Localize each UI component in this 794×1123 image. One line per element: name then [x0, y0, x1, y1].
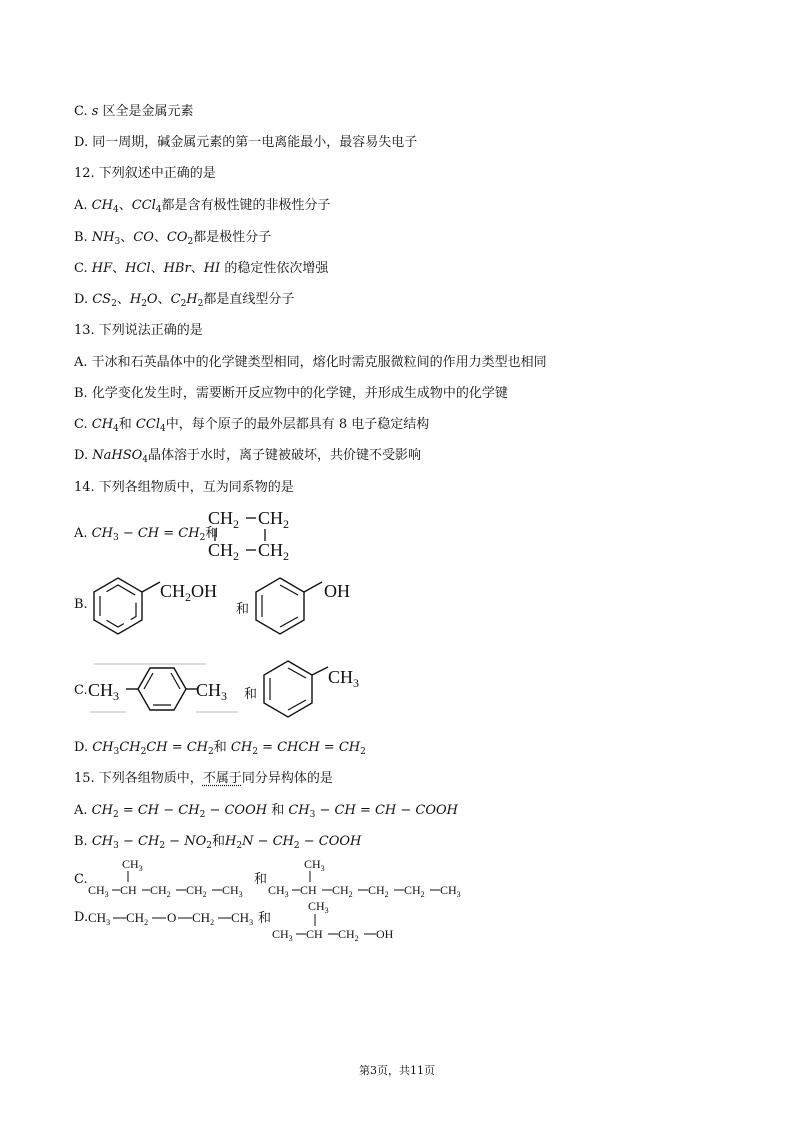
- q15-option-a: A. $CH_2$ = CH − $CH_2$ − COOH 和 $CH_3$ − CH = CH − COOH: [74, 803, 459, 820]
- cyclobutane-structure: [204, 505, 304, 563]
- q15-option-c-structures: [86, 855, 486, 901]
- ring-ch2-tl: $CH_2$: [208, 508, 240, 531]
- c1-chain-4: $CH_2$: [186, 883, 207, 899]
- d1-ch2-left: $CH_2$: [126, 910, 149, 927]
- q14-option-b-and: 和: [236, 602, 250, 617]
- d1-ch3-left: $CH_3$: [88, 910, 111, 927]
- ring-ch2-br: $CH_2$: [258, 540, 290, 563]
- c2-chain-4: $CH_2$: [368, 883, 389, 899]
- p-xylene-structure: [86, 660, 241, 716]
- d1-ch2-right: $CH_2$: [192, 910, 215, 927]
- c1-chain-5: $CH_3$: [222, 883, 243, 899]
- c2-chain-6: $CH_3$: [440, 883, 461, 899]
- q15-option-d-structures: [86, 896, 426, 946]
- q14-option-c-and: 和: [244, 687, 258, 702]
- q15-option-c-label: C.: [74, 872, 88, 887]
- c2-chain-2: CH: [300, 883, 317, 897]
- q15-d-and: 和: [258, 910, 272, 925]
- q12-option-c: C. HF、HCl、HBr、HI 的稳定性依次增强: [74, 261, 329, 276]
- d2-chain-3: $CH_2$: [338, 927, 359, 943]
- d2-hydroxyl: OH: [376, 927, 394, 941]
- benzyl-alcohol-structure: [88, 568, 238, 640]
- q11-option-d: D. 同一周期，碱金属元素的第一电离能最小，最容易失电子: [74, 135, 418, 150]
- toluene-structure: [258, 655, 368, 721]
- c1-chain-2: CH: [120, 883, 137, 897]
- q13-stem: 13. 下列说法正确的是: [74, 323, 203, 338]
- q15-stem: 15. 下列各组物质中，不属于同分异构体的是: [74, 771, 333, 786]
- q13-option-a: A. 干冰和石英晶体中的化学键类型相同，熔化时需克服微粒间的作用力类型也相同: [74, 355, 547, 370]
- d2-chain-1: $CH_3$: [272, 927, 293, 943]
- q14-option-a: A. $CH_3$ − CH = $CH_2$和: [74, 526, 219, 543]
- q12-option-d: D. $CS_2$、$H_2O$、$C_2H_2$都是直线型分子: [74, 292, 295, 309]
- ring-ch2-tr: $CH_2$: [258, 508, 290, 531]
- q15-c-and: 和: [254, 871, 268, 886]
- q15-option-b: B. $CH_3 - CH_2 - NO_2$和$H_2N - CH_2$ − COOH: [74, 834, 362, 851]
- q12-option-a: A. $CH_4$、CCl$_4$都是含有极性键的非极性分子: [74, 198, 331, 215]
- q11-option-c: C. s 区全是金属元素: [74, 104, 194, 119]
- ring-ch2-bl: $CH_2$: [208, 540, 240, 563]
- q14-option-b-label: B.: [74, 597, 88, 612]
- p-xylene-left-ch3: $CH_3$: [88, 680, 120, 703]
- q13-option-b: B. 化学变化发生时，需要断开反应物中的化学键，并形成生成物中的化学键: [74, 386, 508, 401]
- d2-chain-2: CH: [306, 927, 323, 941]
- c1-chain-1: $CH_3$: [88, 883, 109, 899]
- c2-chain-1: $CH_3$: [268, 883, 289, 899]
- q14-option-d: D. $CH_3CH_2CH = CH_2$和 $CH_2$ = CHCH = $CH_2$: [74, 740, 366, 757]
- c2-branch-ch3: $CH_3$: [304, 857, 325, 873]
- d1-oxygen: O: [167, 910, 177, 925]
- d1-ch3-right: $CH_3$: [231, 910, 254, 927]
- c2-chain-5: $CH_2$: [404, 883, 425, 899]
- d2-branch-ch3: $CH_3$: [308, 899, 329, 915]
- q15-option-d-label: D.: [74, 910, 89, 925]
- q13-option-c: C. $CH_4$和 CCl$_4$中，每个原子的最外层都具有 8 电子稳定结构: [74, 417, 430, 434]
- q12-option-b: B. $NH_3$、CO、$CO_2$都是极性分子: [74, 230, 272, 247]
- q14-stem: 14. 下列各组物质中，互为同系物的是: [74, 480, 294, 495]
- phenol-oh: OH: [324, 581, 350, 601]
- c1-branch-ch3: $CH_3$: [122, 857, 143, 873]
- benzyl-substituent: $CH_2OH$: [160, 581, 218, 604]
- toluene-ch3: $CH_3$: [328, 667, 360, 690]
- c1-chain-3: $CH_2$: [150, 883, 171, 899]
- q14-option-c-label: C.: [74, 683, 88, 698]
- p-xylene-right-ch3: $CH_3$: [196, 680, 228, 703]
- q12-stem: 12. 下列叙述中正确的是: [74, 166, 216, 181]
- phenol-structure: [250, 568, 360, 640]
- q13-option-d: D. NaHSO$_4$晶体溶于水时，离子键被破坏，共价键不受影响: [74, 448, 422, 465]
- page-footer: 第3页，共11页: [359, 1064, 435, 1077]
- c2-chain-3: $CH_2$: [332, 883, 353, 899]
